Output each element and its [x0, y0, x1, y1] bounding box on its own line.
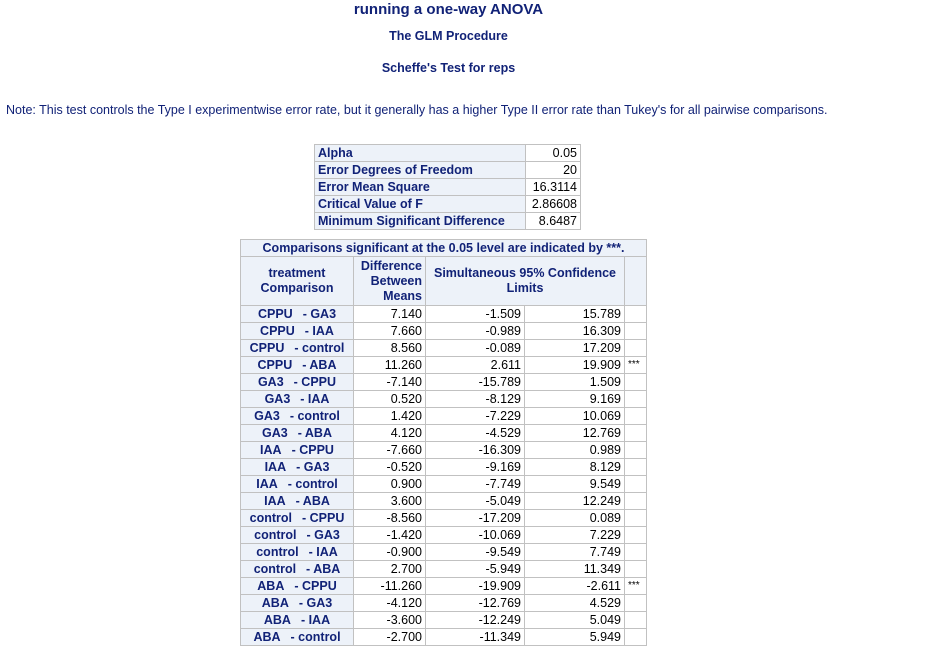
significance-marker: ***	[625, 578, 647, 595]
table-row	[241, 612, 647, 629]
header-difference: Difference Between Means	[354, 257, 426, 306]
lower-limit: -8.129	[426, 391, 525, 408]
upper-limit: 16.309	[525, 323, 625, 340]
stats-label: Error Degrees of Freedom	[315, 162, 526, 179]
lower-limit: -11.349	[426, 629, 525, 646]
upper-limit: 5.049	[525, 612, 625, 629]
treatment-b: - IAA	[304, 324, 334, 338]
lower-limit: -15.789	[426, 374, 525, 391]
page-title: running a one-way ANOVA	[353, 1, 544, 18]
table-row	[241, 510, 647, 527]
treatment-comparison	[241, 527, 354, 544]
difference-value: 4.120	[354, 425, 426, 442]
upper-limit: 4.529	[525, 595, 625, 612]
stats-value: 2.86608	[526, 196, 581, 213]
upper-limit: -2.611	[525, 578, 625, 595]
lower-limit: -7.229	[426, 408, 525, 425]
difference-value: -1.420	[354, 527, 426, 544]
note-text: Note: This test controls the Type I experimentwise error rate, but it generally has a higher Type II error rate than Tukey's for all pairwise comparisons.	[6, 103, 828, 117]
difference-value: 0.900	[354, 476, 426, 493]
treatment-b: - ABA	[295, 494, 330, 508]
treatment-comparison	[241, 357, 354, 374]
treatment-a: IAA	[256, 477, 278, 491]
treatment-b: - IAA	[300, 613, 331, 627]
treatment-comparison	[241, 408, 354, 425]
significance-marker	[625, 459, 647, 476]
lower-limit: -5.949	[426, 561, 525, 578]
treatment-comparison	[241, 476, 354, 493]
treatment-a: ABA	[257, 579, 285, 593]
upper-limit: 11.349	[525, 561, 625, 578]
treatment-a: IAA	[260, 443, 282, 457]
table-row	[241, 629, 647, 646]
significance-marker	[625, 340, 647, 357]
stats-row	[315, 162, 581, 179]
significance-marker	[625, 374, 647, 391]
upper-limit: 8.129	[525, 459, 625, 476]
significance-marker	[625, 561, 647, 578]
treatment-a: ABA	[261, 596, 289, 610]
upper-limit: 7.229	[525, 527, 625, 544]
lower-limit: -5.049	[426, 493, 525, 510]
header-treatment: treatment Comparison	[241, 257, 354, 306]
treatment-b: - IAA	[300, 392, 330, 406]
difference-value: 0.520	[354, 391, 426, 408]
upper-limit: 15.789	[525, 306, 625, 323]
difference-value: 11.260	[354, 357, 426, 374]
significance-marker	[625, 612, 647, 629]
treatment-a: control	[254, 528, 297, 542]
treatment-a: control	[249, 511, 292, 525]
lower-limit: -1.509	[426, 306, 525, 323]
treatment-b: - control	[289, 409, 340, 423]
difference-value: 8.560	[354, 340, 426, 357]
stats-value: 20	[526, 162, 581, 179]
stats-label: Alpha	[315, 145, 526, 162]
treatment-a: CPPU	[257, 307, 293, 321]
lower-limit: -4.529	[426, 425, 525, 442]
table-row	[241, 442, 647, 459]
comparisons-caption: Comparisons significant at the 0.05 level are indicated by ***.	[241, 240, 647, 257]
treatment-comparison	[241, 340, 354, 357]
table-row	[241, 544, 647, 561]
significance-marker	[625, 527, 647, 544]
treatment-comparison	[241, 459, 354, 476]
header-confidence-limits: Simultaneous 95% Confidence Limits	[426, 257, 625, 306]
treatment-a: CPPU	[249, 341, 285, 355]
significance-marker	[625, 510, 647, 527]
treatment-a: ABA	[263, 613, 291, 627]
stats-value: 8.6487	[526, 213, 581, 230]
upper-limit: 9.169	[525, 391, 625, 408]
upper-limit: 5.949	[525, 629, 625, 646]
treatment-b: - GA3	[298, 596, 333, 610]
significance-marker	[625, 306, 647, 323]
treatment-b: - CPPU	[291, 443, 334, 457]
lower-limit: -10.069	[426, 527, 525, 544]
upper-limit: 19.909	[525, 357, 625, 374]
lower-limit: -12.249	[426, 612, 525, 629]
treatment-b: - ABA	[302, 358, 337, 372]
table-row	[241, 357, 647, 374]
upper-limit: 9.549	[525, 476, 625, 493]
treatment-b: - control	[294, 341, 345, 355]
treatment-b: - ABA	[306, 562, 341, 576]
stats-value: 0.05	[526, 145, 581, 162]
stats-label: Minimum Significant Difference	[315, 213, 526, 230]
lower-limit: 2.611	[426, 357, 525, 374]
difference-value: 7.140	[354, 306, 426, 323]
upper-limit: 12.769	[525, 425, 625, 442]
treatment-b: - ABA	[297, 426, 332, 440]
difference-value: -7.140	[354, 374, 426, 391]
table-row	[241, 527, 647, 544]
treatment-a: GA3	[257, 375, 284, 389]
stats-value: 16.3114	[526, 179, 581, 196]
table-row	[241, 493, 647, 510]
lower-limit: -17.209	[426, 510, 525, 527]
treatment-b: - CPPU	[294, 579, 337, 593]
stats-row	[315, 213, 581, 230]
stats-row	[315, 179, 581, 196]
test-title: Scheffe's Test for reps	[381, 61, 516, 75]
difference-value: -11.260	[354, 578, 426, 595]
treatment-b: - GA3	[296, 460, 330, 474]
lower-limit: -19.909	[426, 578, 525, 595]
lower-limit: -7.749	[426, 476, 525, 493]
treatment-b: - GA3	[306, 528, 340, 542]
treatment-comparison	[241, 306, 354, 323]
difference-value: 2.700	[354, 561, 426, 578]
difference-value: -3.600	[354, 612, 426, 629]
treatment-comparison	[241, 442, 354, 459]
upper-limit: 7.749	[525, 544, 625, 561]
treatment-comparison	[241, 374, 354, 391]
lower-limit: -12.769	[426, 595, 525, 612]
table-row	[241, 391, 647, 408]
treatment-comparison	[241, 595, 354, 612]
upper-limit: 12.249	[525, 493, 625, 510]
treatment-a: control	[256, 545, 299, 559]
lower-limit: -16.309	[426, 442, 525, 459]
treatment-comparison	[241, 391, 354, 408]
difference-value: 3.600	[354, 493, 426, 510]
treatment-comparison	[241, 425, 354, 442]
treatment-comparison	[241, 493, 354, 510]
treatment-comparison	[241, 561, 354, 578]
table-row	[241, 340, 647, 357]
stats-row	[315, 145, 581, 162]
lower-limit: -9.169	[426, 459, 525, 476]
comparisons-table	[240, 239, 647, 646]
treatment-comparison	[241, 323, 354, 340]
treatment-b: - control	[287, 477, 338, 491]
difference-value: -4.120	[354, 595, 426, 612]
treatment-comparison	[241, 629, 354, 646]
table-row	[241, 561, 647, 578]
stats-table	[314, 144, 581, 230]
significance-marker	[625, 323, 647, 340]
stats-label: Critical Value of F	[315, 196, 526, 213]
significance-marker	[625, 425, 647, 442]
table-row	[241, 459, 647, 476]
difference-value: -7.660	[354, 442, 426, 459]
treatment-comparison	[241, 578, 354, 595]
treatment-b: - CPPU	[301, 511, 345, 525]
stats-row	[315, 196, 581, 213]
treatment-b: - IAA	[308, 545, 338, 559]
significance-marker: ***	[625, 357, 647, 374]
lower-limit: -9.549	[426, 544, 525, 561]
upper-limit: 0.989	[525, 442, 625, 459]
significance-marker	[625, 595, 647, 612]
treatment-b: - GA3	[302, 307, 337, 321]
table-row	[241, 476, 647, 493]
significance-marker	[625, 408, 647, 425]
table-row	[241, 306, 647, 323]
treatment-comparison	[241, 544, 354, 561]
difference-value: -2.700	[354, 629, 426, 646]
upper-limit: 17.209	[525, 340, 625, 357]
treatment-a: IAA	[264, 460, 287, 474]
treatment-a: GA3	[254, 409, 280, 423]
significance-marker	[625, 629, 647, 646]
difference-value: 1.420	[354, 408, 426, 425]
treatment-a: GA3	[262, 426, 288, 440]
table-row	[241, 595, 647, 612]
treatment-a: control	[253, 562, 297, 576]
treatment-a: IAA	[264, 494, 286, 508]
table-row	[241, 408, 647, 425]
treatment-b: - control	[290, 630, 341, 644]
procedure-title: The GLM Procedure	[389, 29, 508, 43]
table-row	[241, 425, 647, 442]
treatment-b: - CPPU	[293, 375, 337, 389]
difference-value: -0.520	[354, 459, 426, 476]
header-significance	[625, 257, 647, 306]
lower-limit: -0.989	[426, 323, 525, 340]
treatment-a: ABA	[253, 630, 281, 644]
table-row	[241, 578, 647, 595]
significance-marker	[625, 391, 647, 408]
difference-value: 7.660	[354, 323, 426, 340]
table-row	[241, 323, 647, 340]
upper-limit: 10.069	[525, 408, 625, 425]
difference-value: -0.900	[354, 544, 426, 561]
treatment-a: CPPU	[260, 324, 295, 338]
treatment-comparison	[241, 612, 354, 629]
difference-value: -8.560	[354, 510, 426, 527]
treatment-a: GA3	[264, 392, 291, 406]
upper-limit: 0.089	[525, 510, 625, 527]
upper-limit: 1.509	[525, 374, 625, 391]
treatment-comparison	[241, 510, 354, 527]
table-row	[241, 374, 647, 391]
significance-marker	[625, 493, 647, 510]
significance-marker	[625, 476, 647, 493]
significance-marker	[625, 442, 647, 459]
significance-marker	[625, 544, 647, 561]
stats-label: Error Mean Square	[315, 179, 526, 196]
lower-limit: -0.089	[426, 340, 525, 357]
treatment-a: CPPU	[257, 358, 293, 372]
